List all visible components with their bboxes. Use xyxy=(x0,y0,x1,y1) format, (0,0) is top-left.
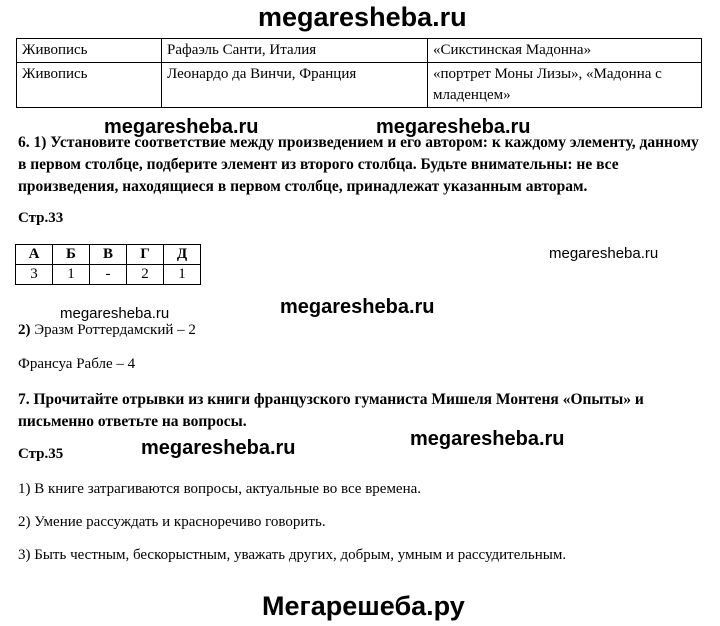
answer-7-3: 3) Быть честным, бескорыстным, уважать других, добрым, умным и рассудительным. xyxy=(18,547,567,563)
page-label-33: Стр.33 xyxy=(18,210,64,226)
answer-6-2-text: Эразм Роттердамский – 2 xyxy=(30,322,196,338)
question-6: 6. 1) Установите соответствие между произведением и его автором: к каждому элементу, данному в первом столбце, подберите элемент из второго столбца. Будьте внимательны: не все произведения, находящиеся в первом столбце, принадлежат указанным авторам. xyxy=(18,134,699,195)
answer-header-g: Г xyxy=(127,245,164,265)
table-row xyxy=(16,265,201,285)
answer-header-d: Д xyxy=(164,245,201,265)
watermark-left-2: megaresheba.ru xyxy=(141,437,296,459)
answer-header-b: Б xyxy=(53,245,90,265)
watermark-center: megaresheba.ru xyxy=(280,296,435,318)
table-row xyxy=(17,63,702,108)
watermark-side: megaresheba.ru xyxy=(549,245,659,262)
art-type-cell: Живопись xyxy=(17,63,162,108)
watermark-right-1: megaresheba.ru xyxy=(376,116,531,138)
art-works-cell: «Сикстинская Мадонна» xyxy=(428,39,702,63)
answer-7-1: 1) В книге затрагиваются вопросы, актуальные во все времена. xyxy=(18,481,422,497)
watermark-small: megaresheba.ru xyxy=(60,305,170,322)
page-label-35: Стр.35 xyxy=(18,446,64,462)
art-author-cell: Рафаэль Санти, Италия xyxy=(162,39,428,63)
answer-6-2-line2: Франсуа Рабле – 4 xyxy=(18,356,136,372)
answer-7-2: 2) Умение рассуждать и красноречиво говорить. xyxy=(18,514,326,530)
watermark-top: megaresheba.ru xyxy=(258,2,467,32)
answer-6-2-number: 2) xyxy=(18,322,31,338)
art-type-cell: Живопись xyxy=(17,39,162,63)
art-author-cell: Леонардо да Винчи, Франция xyxy=(162,63,428,108)
watermark-footer: Мегарешеба.ру xyxy=(262,591,465,621)
answer-header-a: А xyxy=(16,245,53,265)
answer-value-d: 1 xyxy=(164,265,201,285)
art-table xyxy=(16,38,702,108)
art-works-cell: «портрет Моны Лизы», «Мадонна с младенцем» xyxy=(428,63,702,108)
answer-table xyxy=(15,244,201,285)
watermark-left-1: megaresheba.ru xyxy=(104,116,259,138)
answer-value-b: 1 xyxy=(53,265,90,285)
answer-value-v: - xyxy=(90,265,127,285)
answer-6-2-line1 xyxy=(18,322,196,339)
table-row xyxy=(16,245,201,265)
answer-value-g: 2 xyxy=(127,265,164,285)
answer-header-v: В xyxy=(90,245,127,265)
answer-value-a: 3 xyxy=(16,265,53,285)
question-7: 7. Прочитайте отрывки из книги французского гуманиста Мишеля Монтеня «Опыты» и письменно ответьте на вопросы. xyxy=(18,391,644,430)
table-row xyxy=(17,39,702,63)
watermark-right-2: megaresheba.ru xyxy=(410,428,565,450)
